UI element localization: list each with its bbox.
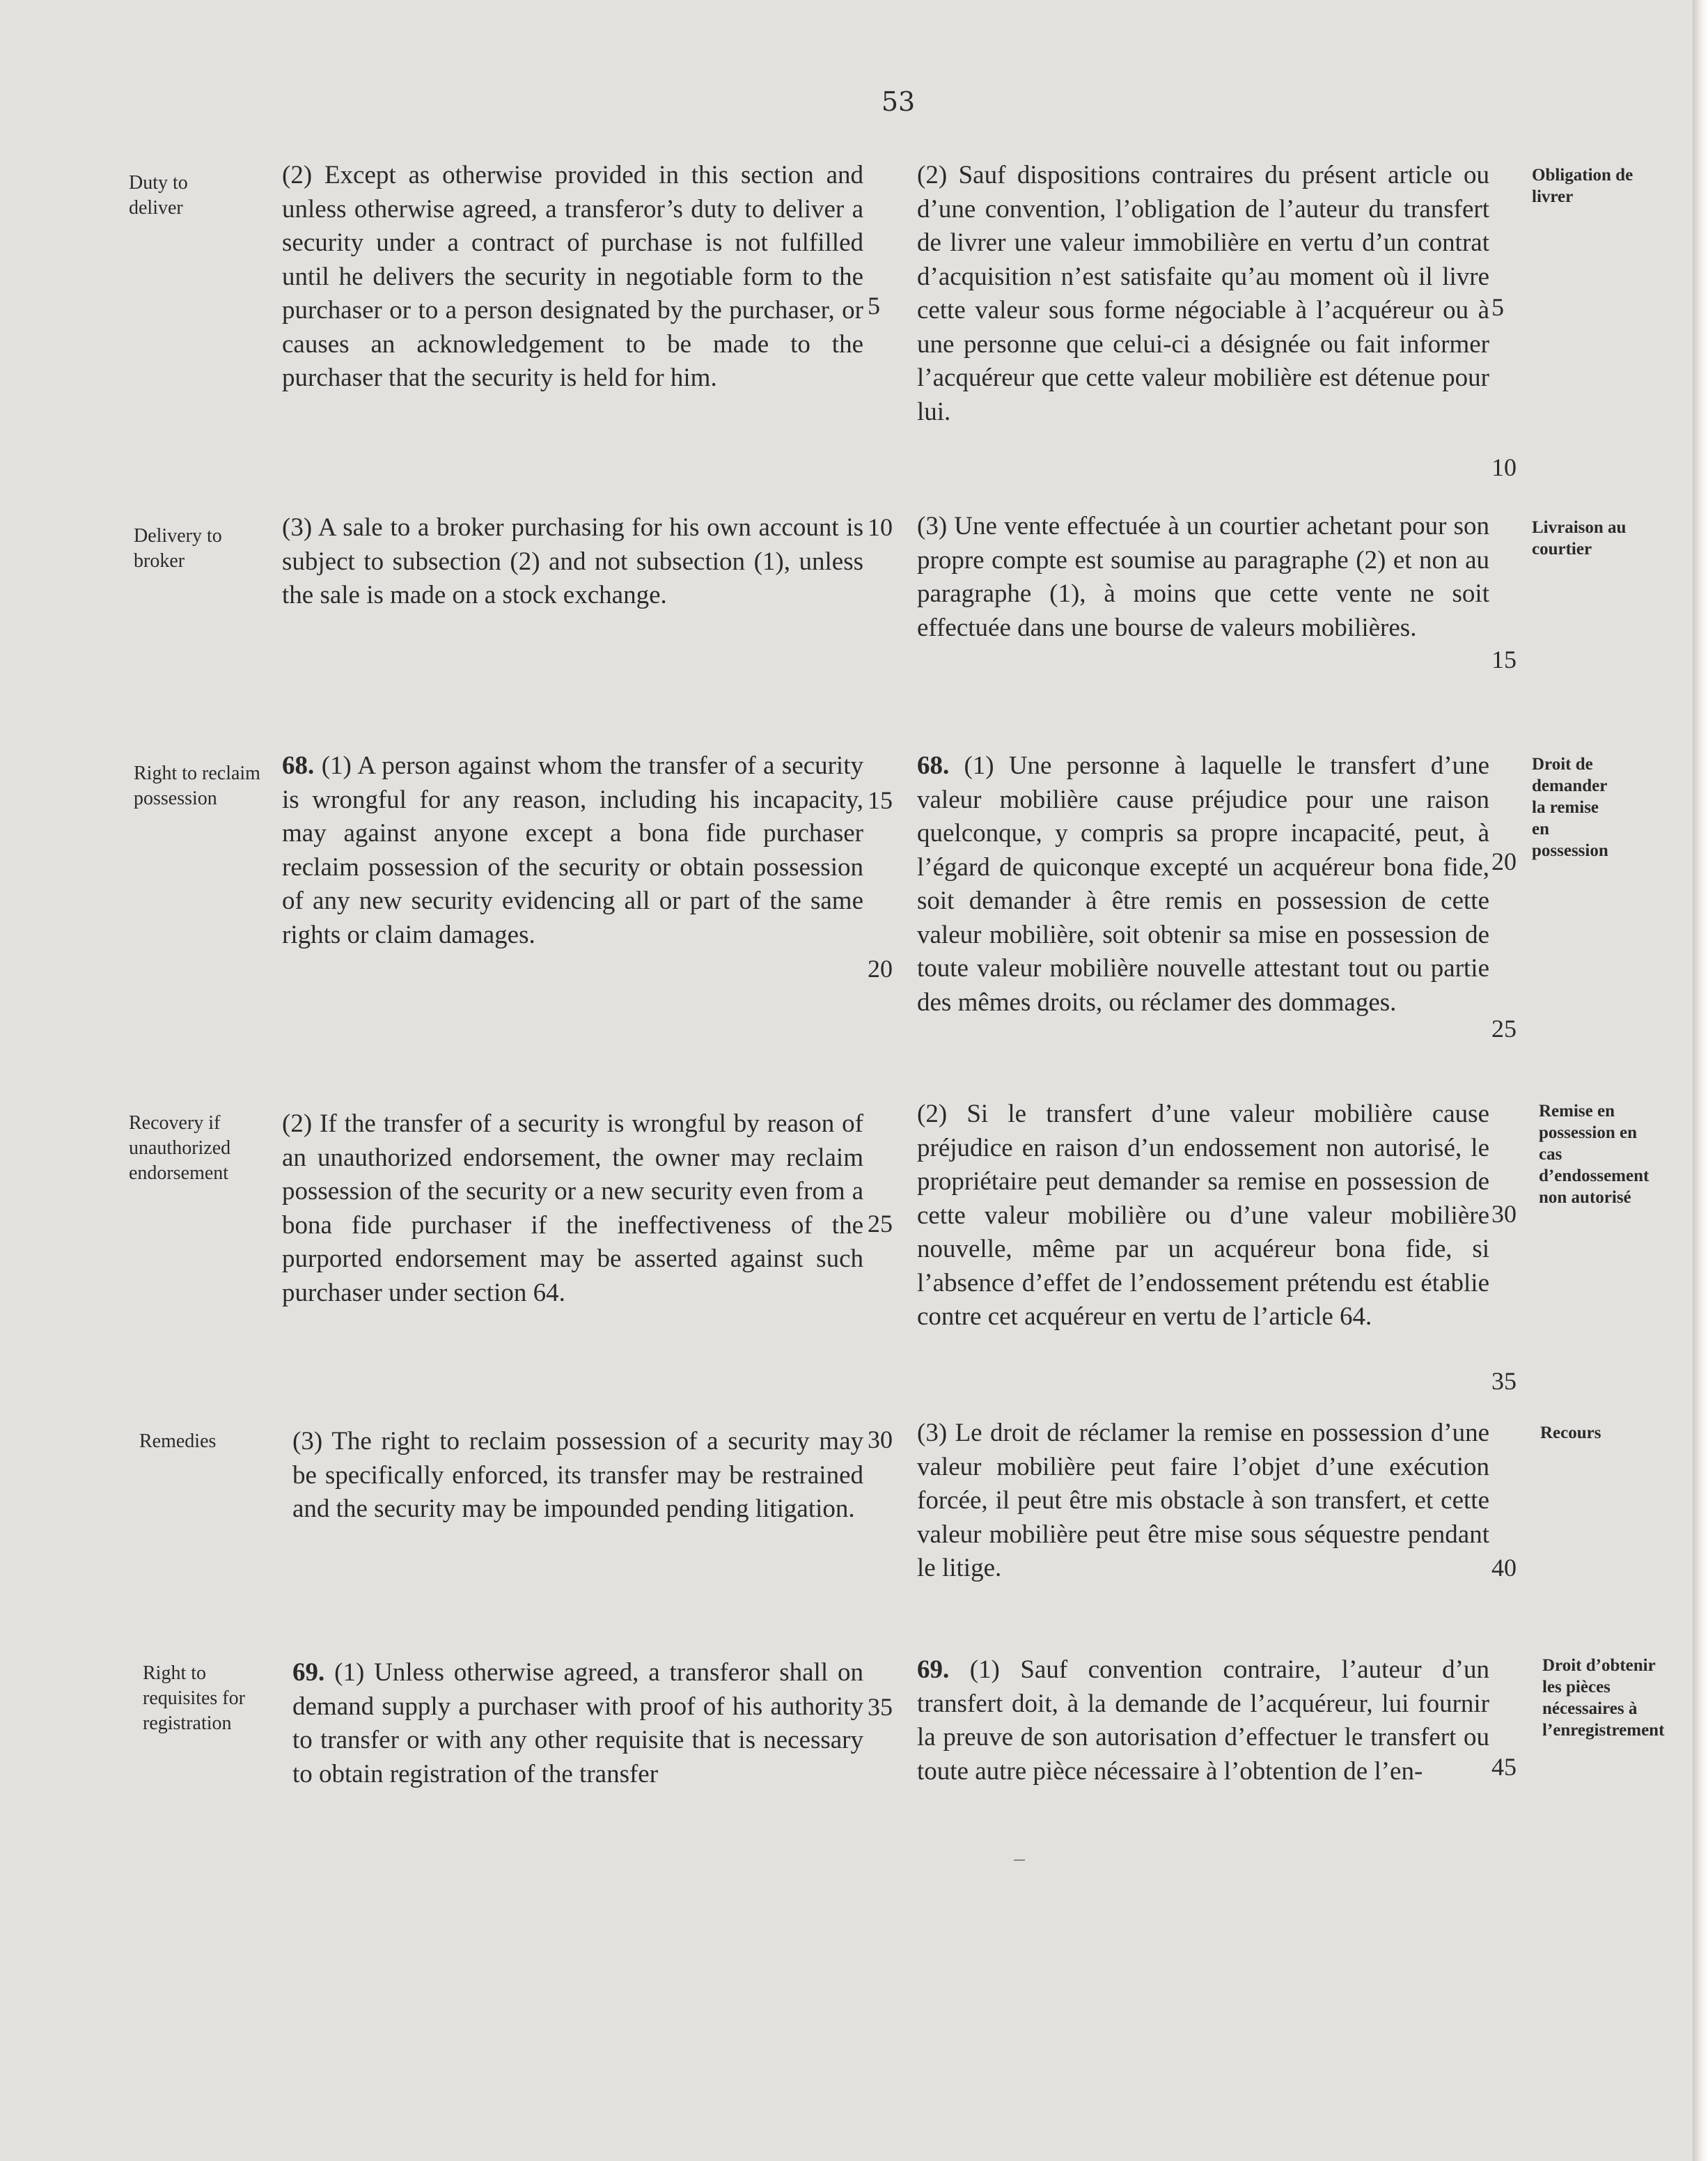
paragraph-text: (1) A person against whom the transfer of a security is wrongful for any reason, including his incapacity, may against anyone except a bona fide purchaser reclaim possession of the security or obtain possession of any new security evidencing all or part of the same rights or claim damages. xyxy=(282,751,863,949)
section-number: 69. xyxy=(292,1658,325,1687)
text-en xyxy=(282,511,863,613)
paragraph-text: (1) Une personne à laquelle le transfert d’une valeur mobilière cause préjudice pour une raison quelconque, y compris sa propre incapacité, peut, à l’égard de quiconque excepté un acquéreur bona fide, soit demander à être remis en possession de cette valeur mobilière, soit obtenir sa mise en possession de toute valeur mobilière nouvelle attestant tout ou partie des mêmes droits, ou réclamer des dommages. xyxy=(917,751,1490,1017)
line-number: 15 xyxy=(868,786,893,814)
line-number: 30 xyxy=(868,1426,893,1453)
paragraph-text: (1) Unless otherwise agreed, a transferor shall on demand supply a purchaser with proof of his authority to transfer or with any other requisite that is necessary to obtain registration of the transfer xyxy=(292,1658,863,1788)
line-number: 40 xyxy=(1491,1554,1517,1582)
paragraph-text: (3) A sale to a broker purchasing for his own account is subject to subsection (2) and not subsection (1), unless the sale is made on a stock exchange. xyxy=(282,513,863,609)
line-number: 20 xyxy=(1491,848,1517,875)
line-number: 25 xyxy=(868,1210,893,1238)
margin-note-en: Delivery to broker xyxy=(134,525,222,572)
margin-note-fr: Recours xyxy=(1540,1423,1601,1442)
text-en xyxy=(292,1656,863,1791)
line-number: 35 xyxy=(1491,1367,1517,1395)
stray-mark xyxy=(1014,1859,1025,1861)
paragraph-text: (2) Si le transfert d’une valeur mobilière cause préjudice en raison d’un endossement non autorisé, le propriétaire peut demander sa remise en possession de cette valeur mobilière ou d’une valeur mobilière nouvelle, même par un acquéreur bona fide, si l’absence d’effet de l’endossement prétendu est établie contre cet acquéreur en vertu de l’article 64. xyxy=(917,1100,1489,1331)
text-en xyxy=(282,159,863,396)
margin-note-fr: Livraison au courtier xyxy=(1532,518,1627,559)
margin-note-fr: Remise en possession en cas d’endossement non autorisé xyxy=(1539,1102,1650,1207)
paragraph-text: (2) Sauf dispositions contraires du présent article ou d’une convention, l’obligation de l’auteur du transfert de livrer une valeur immobilière en vertu d’un contrat d’acquisition n’est satisfaite qu’au moment où il livre cette valeur sous forme négociable à l’acquéreur ou à une personne que celui-ci a désignée ou fait informer l’acquéreur que cette valeur mobilière est détenue pour lui. xyxy=(917,161,1489,426)
paragraph-text: (3) Une vente effectuée à un courtier achetant pour son propre compte est soumise au paragraphe (2) et non au paragraphe (1), à moins que cette vente ne soit effectuée dans une bourse de valeurs mobilières. xyxy=(917,512,1489,642)
paragraph-text: (2) Except as otherwise provided in this section and unless otherwise agreed, a transferor’s duty to deliver a security under a contract of purchase is not fulfilled until he delivers the security in negotiable form to the purchaser or to a person designated by the purchaser, or causes an acknowledgement to be made to the purchaser that the security is held for him. xyxy=(282,161,863,392)
text-en xyxy=(282,749,863,952)
line-number: 35 xyxy=(868,1693,893,1721)
line-number: 30 xyxy=(1491,1200,1517,1228)
text-fr xyxy=(917,749,1489,1020)
line-number: 5 xyxy=(1491,293,1504,321)
text-fr xyxy=(917,1417,1489,1586)
line-number: 20 xyxy=(868,955,893,983)
page-number: 53 xyxy=(881,86,916,117)
paragraph-text: (1) Sauf convention contraire, l’auteur d’un transfert doit, à la demande de l’acquéreur, lui fournir la preuve de son autorisation d’effectuer le transfert ou toute autre pièce nécessaire à l’obtention de l’en- xyxy=(917,1655,1489,1786)
margin-note-fr: Droit d’obtenir les pièces nécessaires à l’enregistrement xyxy=(1542,1656,1665,1740)
paragraph-text: (3) Le droit de réclamer la remise en possession d’une valeur mobilière peut faire l’objet d’une exécution forcée, il peut être mis obstacle à son transfert, et cette valeur mobilière peut être mise sous séquestre pendant le litige. xyxy=(917,1419,1489,1582)
line-number: 15 xyxy=(1491,646,1517,673)
margin-note-en: Duty to deliver xyxy=(129,172,188,219)
margin-note-en: Right to reclaim possession xyxy=(134,763,260,809)
margin-note-en: Recovery if unauthorized endorsement xyxy=(129,1112,231,1184)
text-fr xyxy=(917,159,1489,429)
paragraph-text: (3) The right to reclaim possession of a security may be specifically enforced, its transfer may be restrained and the security may be impounded pending litigation. xyxy=(292,1427,863,1523)
margin-note-fr: Obligation de livrer xyxy=(1532,166,1633,206)
text-fr xyxy=(917,1098,1489,1334)
page-edge xyxy=(1693,0,1708,2161)
text-fr xyxy=(917,1653,1489,1788)
section-number: 68. xyxy=(917,751,950,780)
paragraph-text: (2) If the transfer of a security is wrongful by reason of an unauthorized endorsement, the owner may reclaim possession of the security or a new security even from a bona fide purchaser if the ineffectiveness of the purported endorsement may be asserted against such purchaser under section 64. xyxy=(282,1109,863,1307)
margin-note-en: Right to requisites for registration xyxy=(143,1662,245,1734)
line-number: 10 xyxy=(1491,453,1517,481)
text-en xyxy=(292,1425,863,1527)
margin-note-en: Remedies xyxy=(139,1430,217,1452)
line-number: 25 xyxy=(1491,1015,1517,1043)
margin-note-fr: Droit de demander la remise en possession xyxy=(1532,755,1608,860)
line-number: 45 xyxy=(1491,1753,1517,1781)
section-number: 68. xyxy=(282,751,315,780)
line-number: 10 xyxy=(868,513,893,541)
text-fr xyxy=(917,510,1489,645)
section-number: 69. xyxy=(917,1655,950,1684)
text-en xyxy=(282,1107,863,1310)
line-number: 5 xyxy=(868,292,880,320)
